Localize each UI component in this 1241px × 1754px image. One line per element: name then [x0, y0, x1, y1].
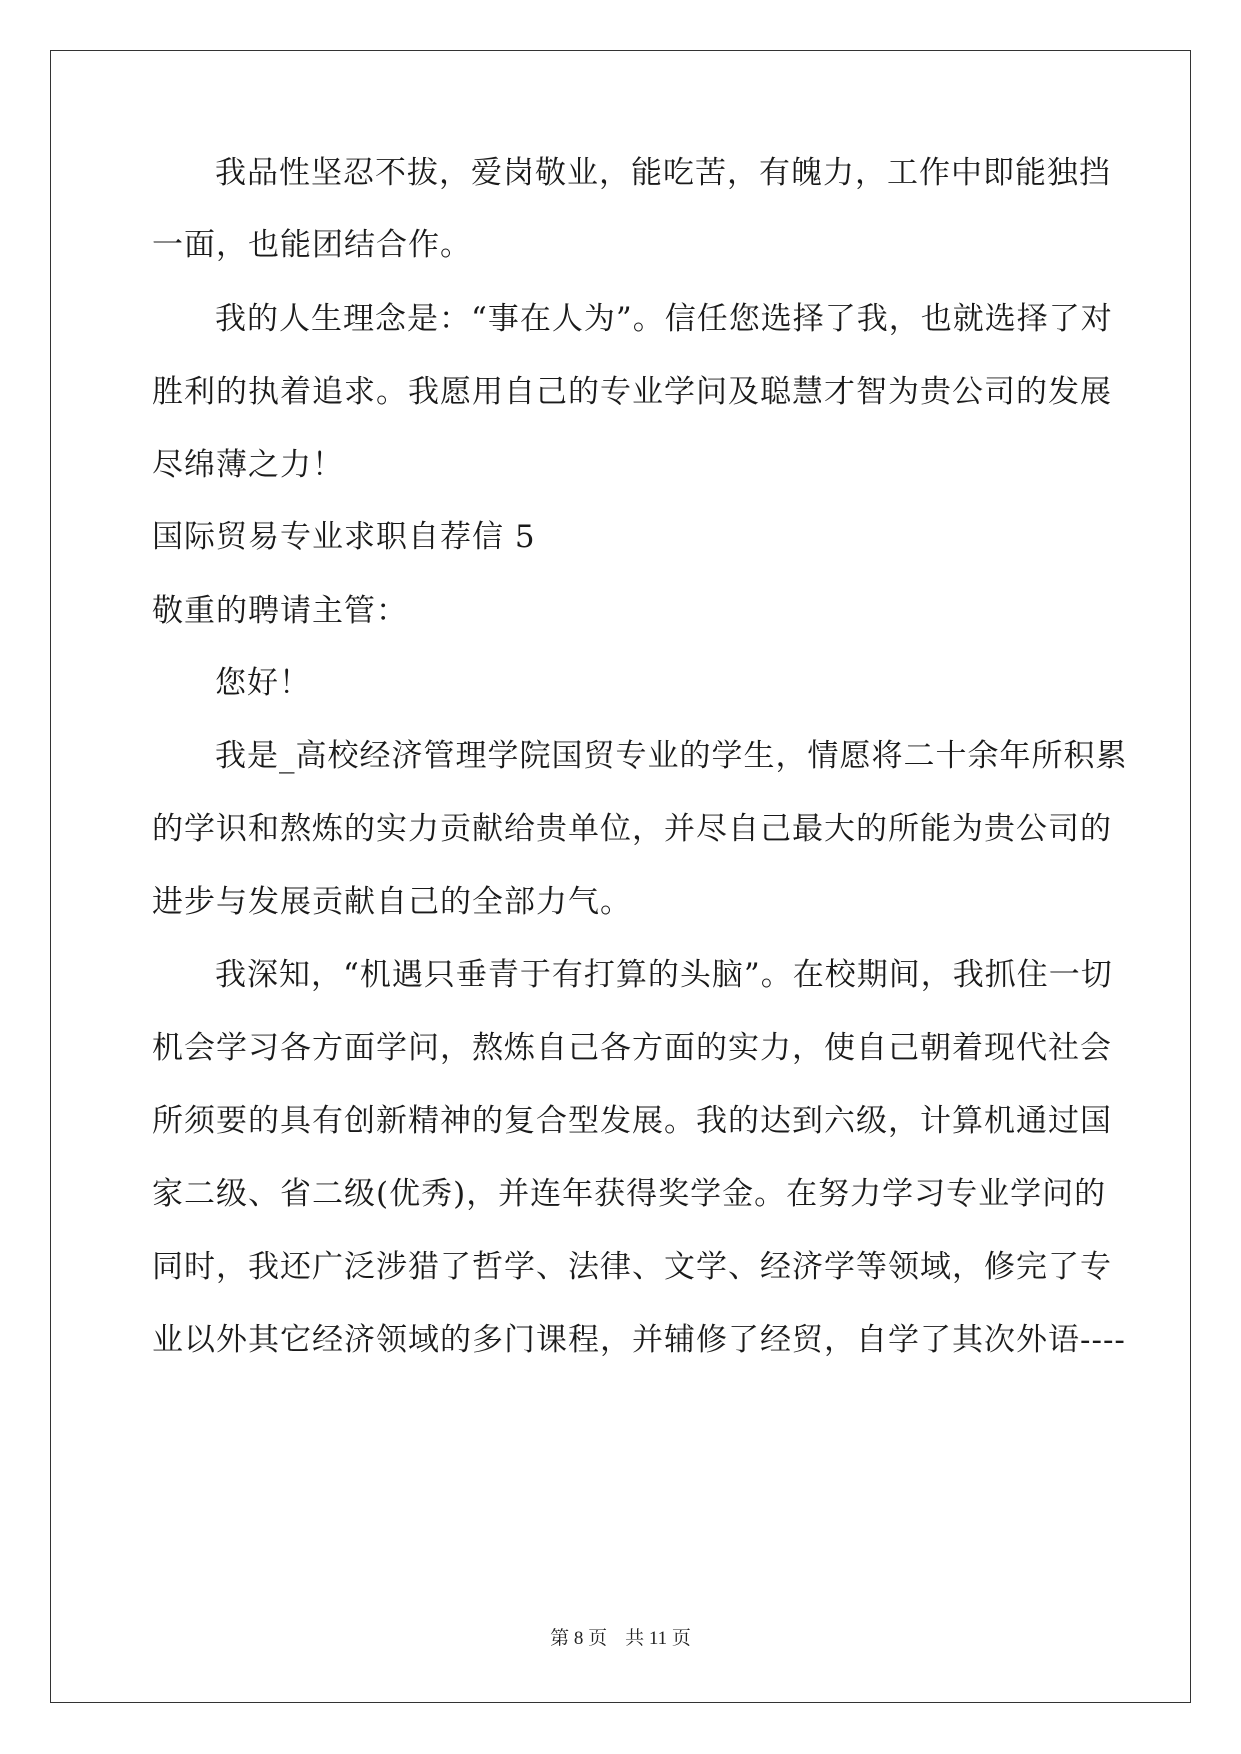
paragraph-line: 家二级、省二级(优秀)，并连年获得奖学金。在努力学习专业学问的 — [152, 1176, 1107, 1212]
page-border — [50, 50, 1191, 1703]
paragraph-line: 我品性坚忍不拔，爱岗敬业，能吃苦，有魄力，工作中即能独挡 — [215, 155, 1111, 191]
page-number: 第 8 页 — [550, 1628, 608, 1649]
paragraph-line: 一面，也能团结合作。 — [152, 227, 472, 263]
paragraph-line: 我的人生理念是：“事在人为”。信任您选择了我，也就选择了对 — [215, 301, 1113, 337]
greeting: 您好！ — [215, 665, 311, 701]
page-total: 共 11 页 — [625, 1628, 691, 1649]
paragraph-line: 的学识和熬炼的实力贡献给贵单位，并尽自己最大的所能为贵公司的 — [152, 811, 1112, 847]
paragraph-line: 进步与发展贡献自己的全部力气。 — [152, 884, 632, 920]
paragraph-line: 我是_高校经济管理学院国贸专业的学生，情愿将二十余年所积累 — [215, 738, 1128, 774]
paragraph-line: 我深知，“机遇只垂青于有打算的头脑”。在校期间，我抓住一切 — [215, 957, 1113, 993]
paragraph-line: 胜利的执着追求。我愿用自己的专业学问及聪慧才智为贵公司的发展 — [152, 374, 1112, 410]
section-title: 国际贸易专业求职自荐信 5 — [152, 519, 536, 555]
paragraph-line: 业以外其它经济领域的多门课程，并辅修了经贸，自学了其次外语---- — [152, 1322, 1126, 1358]
page-footer — [0, 1627, 1241, 1651]
paragraph-line: 尽绵薄之力！ — [152, 447, 344, 483]
paragraph-line: 同时，我还广泛涉猎了哲学、法律、文学、经济学等领域，修完了专 — [152, 1249, 1112, 1285]
paragraph-line: 机会学习各方面学问，熬炼自己各方面的实力，使自己朝着现代社会 — [152, 1030, 1112, 1066]
paragraph-line: 所须要的具有创新精神的复合型发展。我的达到六级，计算机通过国 — [152, 1103, 1112, 1139]
salutation: 敬重的聘请主管： — [152, 593, 408, 629]
